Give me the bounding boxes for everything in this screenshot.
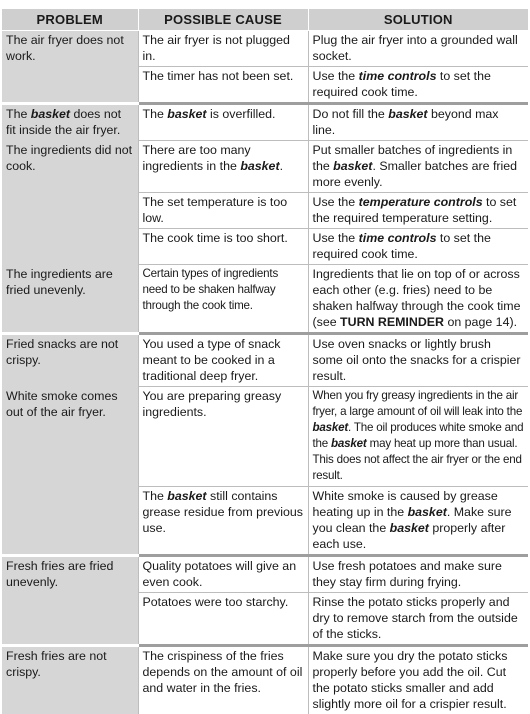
problem-cell: Fried snacks are not crispy.	[2, 334, 138, 387]
problem-cell: The ingredients are fried unevenly.	[2, 265, 138, 334]
solution-cell: Make sure you dry the potato sticks properly before you add the oil. Cut the potato sticks smaller and add slightly more oil for a crispier result.	[308, 646, 528, 714]
table-row	[2, 265, 528, 334]
solution-cell: Plug the air fryer into a grounded wall socket.	[308, 31, 528, 67]
cause-cell: There are too many ingredients in the basket.	[138, 141, 308, 193]
solution-cell: Ingredients that lie on top of or across each other (e.g. fries) need to be shaken halfway through the cook time (see TURN REMINDER on page 14).	[308, 265, 528, 334]
problem-cell: Fresh fries are fried unevenly.	[2, 556, 138, 646]
cause-cell: The timer has not been set.	[138, 67, 308, 104]
solution-cell: Rinse the potato sticks properly and dry to remove starch from the outside of the sticks.	[308, 593, 528, 646]
cause-cell: The set temperature is too low.	[138, 193, 308, 229]
solution-cell: White smoke is caused by grease heating up in the basket. Make sure you clean the basket properly after each use.	[308, 487, 528, 556]
cause-cell: The cook time is too short.	[138, 229, 308, 265]
cause-cell: You used a type of snack meant to be cooked in a traditional deep fryer.	[138, 334, 308, 387]
solution-cell: Use the time controls to set the required cook time.	[308, 229, 528, 265]
solution-cell: Use the time controls to set the required cook time.	[308, 67, 528, 104]
header-row	[2, 9, 528, 31]
header-solution: SOLUTION	[308, 9, 528, 31]
table-row	[2, 141, 528, 193]
header-problem: PROBLEM	[2, 9, 138, 31]
table-row	[2, 334, 528, 387]
solution-cell: Put smaller batches of ingredients in the basket. Smaller batches are fried more evenly.	[308, 141, 528, 193]
table-row	[2, 387, 528, 487]
cause-cell: Potatoes were too starchy.	[138, 593, 308, 646]
cause-cell: Quality potatoes will give an even cook.	[138, 556, 308, 593]
table-row	[2, 31, 528, 67]
problem-cell: Fresh fries are not crispy.	[2, 646, 138, 714]
cause-cell: The crispiness of the fries depends on the amount of oil and water in the fries.	[138, 646, 308, 714]
solution-cell: Do not fill the basket beyond max line.	[308, 104, 528, 141]
troubleshooting-table	[2, 9, 528, 714]
table-row	[2, 646, 528, 714]
cause-cell: The basket is overfilled.	[138, 104, 308, 141]
solution-cell: Use the temperature controls to set the required temperature setting.	[308, 193, 528, 229]
cause-cell: The basket still contains grease residue from previous use.	[138, 487, 308, 556]
solution-cell: Use fresh potatoes and make sure they stay firm during frying.	[308, 556, 528, 593]
problem-cell: The basket does not fit inside the air fryer.	[2, 104, 138, 141]
problem-cell: The ingredients did not cook.	[2, 141, 138, 265]
problem-cell: The air fryer does not work.	[2, 31, 138, 104]
header-cause: POSSIBLE CAUSE	[138, 9, 308, 31]
cause-cell: Certain types of ingredients need to be shaken halfway through the cook time.	[138, 265, 308, 334]
table-row	[2, 556, 528, 593]
problem-cell: White smoke comes out of the air fryer.	[2, 387, 138, 556]
table-row	[2, 104, 528, 141]
cause-cell: The air fryer is not plugged in.	[138, 31, 308, 67]
solution-cell: When you fry greasy ingredients in the air fryer, a large amount of oil will leak into the basket. The oil produces white smoke and the basket may heat up more than usual. This does not affect the air fryer or the end result.	[308, 387, 528, 487]
solution-cell: Use oven snacks or lightly brush some oil onto the snacks for a crispier result.	[308, 334, 528, 387]
cause-cell: You are preparing greasy ingredients.	[138, 387, 308, 487]
